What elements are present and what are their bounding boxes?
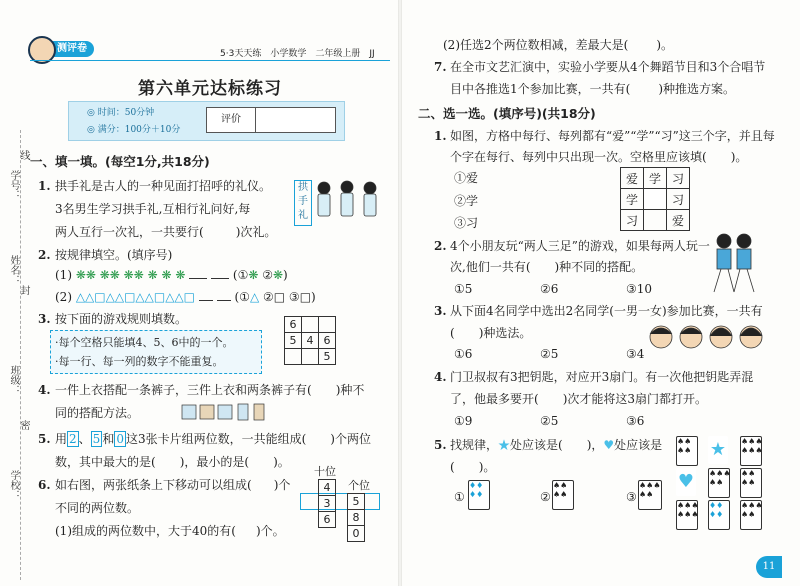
- option[interactable]: ③: [626, 490, 637, 504]
- option[interactable]: ①9: [454, 414, 473, 428]
- question-text: 从下面4名同学中选出2名同学(一男一女)参加比赛，一共有: [450, 304, 763, 318]
- grid-empty-cell[interactable]: [644, 189, 667, 210]
- pattern-card: ♠♠ ♠♠: [676, 436, 698, 466]
- question-text: 数，其中最大的是( )，最小的是( )。: [55, 455, 290, 469]
- clock-icon: ◎: [87, 108, 98, 118]
- question-text: 个字在每行、每列中只出现一次。空格里应该填( )。: [450, 150, 748, 164]
- tens-label: 十位: [314, 465, 336, 478]
- pattern-row-2: (2) △△□△△□△△□△△□ (①△ ②□ ③□): [55, 290, 316, 304]
- question-number: 7.: [434, 60, 447, 74]
- selection-window: [300, 493, 380, 510]
- question-text: 按规律填空。(填序号): [55, 248, 173, 262]
- option[interactable]: ③4: [626, 347, 645, 361]
- question-text: 在全市文艺汇演中，实验小学要从4个舞蹈节目和3个合唱节: [450, 60, 766, 74]
- question-number: 6.: [38, 478, 51, 492]
- grid-cell: [644, 210, 667, 231]
- book-spine: [398, 0, 402, 586]
- question-text: 3名男生学习拱手礼,互相行礼问好,每: [55, 202, 251, 216]
- seal-mark: 封: [18, 285, 29, 295]
- option[interactable]: ②5: [540, 414, 559, 428]
- question-text: 找规律，★处应该是( )，♥处应该是: [450, 438, 663, 452]
- strip-cell: 5: [348, 494, 365, 510]
- question-text: 如右图，两张纸条上下移动可以组成( )个: [55, 478, 291, 492]
- star-placeholder-icon: ★: [708, 436, 728, 464]
- question-number: 2.: [38, 248, 51, 262]
- question-text: 4个小朋友玩“两人三足”的游戏，如果每两人玩一: [450, 239, 710, 253]
- question-text: 拱手礼是古人的一种见面打招呼的礼仪。: [55, 179, 272, 193]
- option[interactable]: ③6: [626, 414, 645, 428]
- answer-blank[interactable]: [211, 278, 229, 279]
- question-number: 3.: [38, 312, 51, 326]
- option[interactable]: ①5: [454, 282, 473, 296]
- pattern-card: ♦♦ ♦♦: [708, 500, 730, 530]
- answer-blank[interactable]: [217, 300, 231, 301]
- pattern-row-1: (1) ❋❋ ❋❋ ❋❋ ❋ ❋ ❋ (①❋ ②❋): [55, 268, 288, 282]
- class-label: 班级：: [8, 365, 19, 395]
- question-text: 不同的两位数。: [55, 501, 140, 515]
- triangle-icon: △: [249, 290, 263, 304]
- students-bowing-illustration: [312, 178, 382, 226]
- digit-card: 2: [69, 432, 77, 446]
- strip-cell: 3: [319, 496, 336, 512]
- grid-cell: 4: [302, 333, 319, 349]
- strip-cell: 8: [348, 510, 365, 526]
- option[interactable]: ①6: [454, 347, 473, 361]
- question-text: 如图，方格中每行、每列都有“爱”“学”“习”这三个字，并且每: [450, 129, 775, 143]
- option[interactable]: ②5: [540, 347, 559, 361]
- grid-cell: 学: [644, 168, 667, 189]
- question-text: ( )。: [450, 460, 496, 474]
- digit-card: 5: [92, 432, 101, 446]
- leaf-icon: ❋: [248, 268, 263, 282]
- question-number: 2.: [434, 239, 447, 253]
- option-card: ♦♦ ♦♦: [468, 480, 490, 510]
- header-rule: [30, 60, 390, 61]
- option[interactable]: ③10: [626, 282, 653, 296]
- question-text: 次,他们一共有( )种不同的搭配。: [450, 260, 644, 274]
- four-students-illustration: [646, 322, 766, 352]
- leaf-icon: ❋: [272, 268, 284, 282]
- series-title: 5·3天天练 小学数学 二年级上册 JJ: [220, 49, 375, 59]
- heart-placeholder-icon: ♥: [676, 468, 696, 496]
- student-number-label: 学号：: [8, 170, 19, 200]
- grid-cell: 习: [621, 210, 644, 231]
- pattern-card: ♠♠♠ ♠♠♠: [740, 436, 762, 466]
- answer-blank[interactable]: [189, 278, 207, 279]
- question-text: 一件上衣搭配一条裤子，三件上衣和两条裤子有( )种不: [55, 383, 365, 397]
- option[interactable]: ②学: [454, 194, 479, 208]
- grid-cell[interactable]: [302, 349, 319, 365]
- question-text: (1)组成的两位数中，大于40的有( )个。: [55, 524, 285, 538]
- grid-cell: 学: [621, 189, 644, 210]
- ones-label: 个位: [348, 479, 370, 492]
- score-info: ◎ 满分：100分＋10分: [87, 125, 181, 135]
- two-kids-illustration: [706, 232, 762, 296]
- strip-cell: 4: [319, 480, 336, 496]
- school-label: 学校：: [8, 470, 19, 500]
- time-info: ◎ 时间：50分钟: [87, 108, 155, 118]
- pattern-card: ♠♠♠ ♠♠: [708, 468, 730, 498]
- digit-card: 0: [116, 432, 124, 446]
- pattern-card: ♠♠♠ ♠♠: [740, 500, 762, 530]
- tens-strip[interactable]: [318, 479, 336, 528]
- evaluation-label: 评价: [207, 108, 256, 132]
- question-text: 按下面的游戏规则填数。: [55, 312, 188, 326]
- question-text: 目中各推选1个参加比赛，一共有( )种推选方案。: [450, 82, 736, 96]
- question-number: 4.: [434, 370, 447, 384]
- seal-mark: 线: [18, 150, 29, 160]
- clothes-illustration: [180, 402, 270, 422]
- answer-blank[interactable]: [199, 300, 213, 301]
- name-label: 姓名：: [8, 255, 19, 285]
- grid-cell: 5: [285, 333, 302, 349]
- grid-cell: 爱: [667, 210, 690, 231]
- check-icon: ◎: [87, 125, 98, 135]
- option[interactable]: ②6: [540, 282, 559, 296]
- section-heading: 一、填一填。(每空1分,共18分): [30, 154, 210, 169]
- question-number: 1.: [38, 179, 51, 193]
- ones-strip[interactable]: [347, 493, 365, 542]
- option-card: ♠♠♠ ♠♠: [638, 480, 662, 510]
- question-text: 门卫叔叔有3把钥匙，对应开3扇门。有一次他把钥匙弄混: [450, 370, 754, 384]
- number-grid: [284, 316, 336, 365]
- question-number: 4.: [38, 383, 51, 397]
- leaf-pattern-icon: ❋❋ ❋❋ ❋❋ ❋ ❋ ❋: [75, 268, 186, 282]
- option[interactable]: ②: [540, 490, 551, 504]
- badge: 测评卷: [44, 41, 94, 57]
- question-text: 同的搭配方法。: [55, 406, 140, 420]
- rule-text: ·每一行、每一列的数字不能重复。: [55, 355, 224, 368]
- star-icon: ★: [498, 438, 511, 452]
- strip-cell: 0: [348, 526, 365, 542]
- triangle-square-pattern: △△□△△□△△□△△□: [75, 290, 196, 304]
- question-number: 1.: [434, 129, 447, 143]
- page-title: 第六单元达标练习: [138, 79, 282, 99]
- option[interactable]: ①: [454, 490, 465, 504]
- grid-cell: 习: [667, 168, 690, 189]
- evaluation-field[interactable]: [256, 108, 335, 132]
- tag-label: 拱手礼: [294, 180, 312, 226]
- question-text: 用 2 、 5 和 0 这3张卡片组两位数，一共能组成( )个两位: [55, 432, 371, 446]
- seal-mark: 密: [18, 420, 29, 430]
- grid-cell[interactable]: [319, 317, 336, 333]
- grid-cell: 5: [319, 349, 336, 365]
- question-number: 5.: [434, 438, 447, 452]
- heart-icon: ♥: [603, 438, 615, 452]
- option-card: ♠♠ ♠♠: [552, 480, 574, 510]
- question-text: 两人互行一次礼，一共要行( )次礼。: [55, 225, 277, 239]
- option[interactable]: ①爱: [454, 171, 479, 185]
- character-grid: [620, 167, 690, 231]
- section-heading: 二、选一选。(填序号)(共18分): [418, 106, 596, 121]
- rules-box: [50, 330, 262, 374]
- grid-cell[interactable]: [285, 349, 302, 365]
- rule-text: ·每个空格只能填4、5、6中的一个。: [55, 336, 234, 349]
- grid-cell: 习: [667, 189, 690, 210]
- grid-cell: 6: [319, 333, 336, 349]
- question-text: (2)任选2个两位数相减，差最大是( )。: [443, 38, 674, 52]
- pattern-card: ♠♠♠ ♠♠♠: [676, 500, 698, 530]
- grid-cell: 爱: [621, 168, 644, 189]
- strip-cell: 6: [319, 512, 336, 528]
- pattern-card: ♠♠ ♠♠: [740, 468, 762, 498]
- question-text: 了，他最多要开( )次才能将这3扇门都打开。: [450, 392, 708, 406]
- evaluation-box: [206, 107, 336, 133]
- square-icon: □: [273, 290, 289, 304]
- square-icon: □: [299, 290, 312, 304]
- question-number: 3.: [434, 304, 447, 318]
- page-number: 11: [756, 556, 782, 578]
- question-number: 5.: [38, 432, 51, 446]
- option[interactable]: ③习: [454, 216, 479, 230]
- grid-cell[interactable]: [302, 317, 319, 333]
- question-text: ( )种选法。: [450, 326, 532, 340]
- grid-cell: 6: [285, 317, 302, 333]
